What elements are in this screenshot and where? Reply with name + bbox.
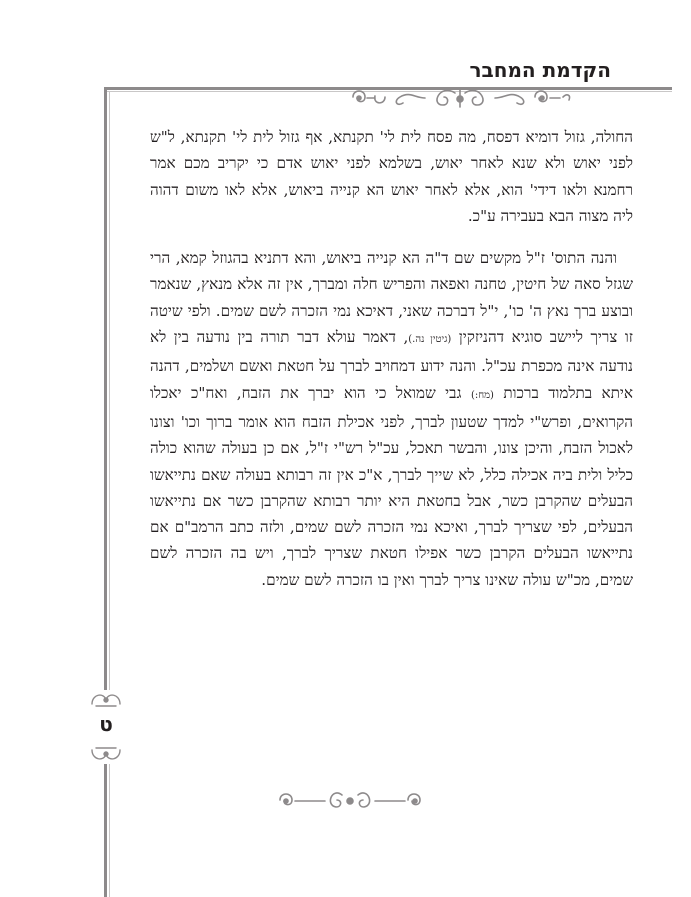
- source-reference: (מח:): [470, 389, 494, 401]
- paragraph-text: , דאמר עולא דבר תורה בין נודעה בין לא נודעה אינה מכפרת עכ"ל. והנה ידוע דמחויב לברך על חטאת ואשם ושלמים, דהנה איתא בתלמוד ברכות: [150, 328, 634, 402]
- margin-rule-inner: [109, 92, 110, 897]
- page-number: ט: [90, 712, 122, 736]
- margin-rule: [104, 87, 107, 897]
- paragraph: [150, 245, 633, 593]
- paragraph: [150, 124, 633, 229]
- paragraph-text: החולה, גזול דומיא דפסח, מה פסח לית לי' תקנתא, אף גזול לית לי' תקנתא, ל"ש לפני יאוש ולא שנא לאחר יאוש, בשלמא לפני יאוש אדם כי יקריב מכם אמר רחמנא ולאו דידי' הוא, אלא לאחר יאוש הא קנייה ביאוש, אלא לאו משום דהוה ליה מצוה הבא בעבירה ע"כ.: [150, 128, 633, 225]
- section-end-ornament-icon: [270, 785, 430, 815]
- paragraph-text: והנה התוס' ז"ל מקשים שם ד"ה הא קנייה ביאוש, והא דתניא בהגוזל קמא, הרי שגזל סאה של חיטין, טחנה ואפאה והפריש חלה ומברך, אין זה אלא מנאץ, שנאמר ובוצע ברך נאץ ה' כו', י"ל דברכה שאני, דאיכא נמי הזכרה לשם שמים. ולפי שיטה זו צריך ליישב סוגיא דהניזקין: [150, 249, 633, 347]
- paragraph-text: גבי שמואל כי הוא יברך את הזבח, ואח"כ יאכלו הקרואים, ופרש"י למדך שטעון לברך, לפני אכילת הזבח הוא אומר ברוך וכו' וצונו לאכול הזבח, והיכן צונו, והבשר תאכל, עכ"ל רש"י ז"ל, אם כן בעולה שהוא כולה כליל ולית ביה אכילה כלל, לא שייך לברך, א"כ אין זה רבותא בעולה שאם נתייאשו הבעלים שהקרבן כשר, אבל בחטאת היא יותר רבותא שהקרבן כשר אם נתייאשו הבעלים, לפי שצריך לברך, ואיכא נמי הזכרה לשם שמים, ולזה כתב הרמב"ם אם נתייאשו הבעלים הקרבן כשר אפילו חטאת שצריך לברך, ויש בה הזכרה לשם שמים, מכ"ש עולה שאינו צריך לברך ואין בו הזכרה לשם שמים.: [150, 383, 633, 589]
- running-header-title: הקדמת המחבר: [469, 58, 611, 82]
- body-text: [150, 124, 633, 593]
- source-reference: (גיטין נה.): [408, 334, 452, 346]
- header-flourish-ornament-icon: [345, 85, 575, 115]
